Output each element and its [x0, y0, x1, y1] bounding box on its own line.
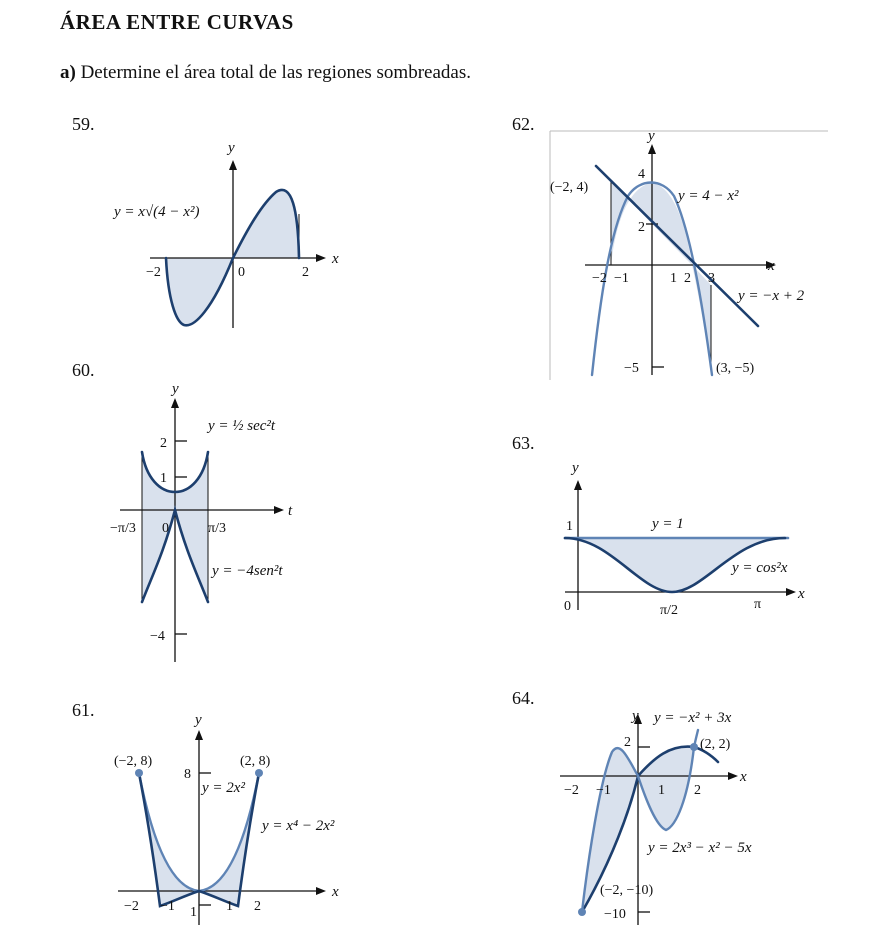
problem-59-number: 59.	[72, 114, 95, 134]
fig62-tick-1: 1	[670, 271, 677, 286]
fig64-x-arrow	[728, 772, 738, 780]
fig61-point-left-label: (−2, 8)	[114, 754, 153, 769]
fig59-tick-0: 0	[238, 265, 245, 280]
fig64-point-a	[690, 743, 698, 751]
fig64-tick-2x: 2	[694, 783, 701, 798]
fig61-tick-neg2: −2	[124, 899, 139, 914]
fig60-tick-0: 0	[162, 521, 169, 536]
problem-62-number: 62.	[512, 114, 535, 134]
fig63-tick-pi2: π/2	[660, 603, 678, 618]
fig60-eq-top: y = ½ sec²t	[208, 418, 276, 434]
fig59-y-label: y	[228, 140, 235, 156]
problem-63-number: 63.	[512, 433, 535, 453]
fig60-tick-neg4: −4	[150, 629, 165, 644]
fig61-point-right-label: (2, 8)	[240, 754, 271, 769]
fig60-t-label: t	[288, 503, 293, 519]
fig62-point-a-label: (−2, 4)	[550, 180, 589, 195]
fig63-eq-curve: y = cos²x	[732, 560, 788, 576]
fig59-equation: y = x√(4 − x²)	[114, 204, 200, 220]
fig62-eq-parabola: y = 4 − x²	[678, 188, 739, 204]
fig62-tick-3: 3	[708, 271, 715, 286]
fig63-x-label: x	[798, 586, 805, 602]
fig64-tick-neg1: −1	[596, 783, 611, 798]
fig61-x-label: x	[332, 884, 339, 900]
page-title: ÁREA ENTRE CURVAS	[60, 10, 294, 34]
fig62-eq-line: y = −x + 2	[738, 288, 805, 304]
fig62-tick-4: 4	[638, 167, 645, 182]
fig64-x-label: x	[740, 769, 747, 785]
fig63-eq-line: y = 1	[652, 516, 684, 532]
fig60-tick-2: 2	[160, 436, 167, 451]
fig64-tick-1: 1	[658, 783, 665, 798]
fig61-tick-neg1: −1	[160, 899, 175, 914]
fig62-tick-neg5: −5	[624, 361, 639, 376]
fig59-tick-neg2: −2	[146, 265, 161, 280]
fig64-point-b	[578, 908, 586, 916]
fig61-y-label: y	[195, 712, 202, 728]
problem-64-number: 64.	[512, 688, 535, 708]
fig60-y-label: y	[172, 381, 179, 397]
fig60-eq-bottom: y = −4sen²t	[212, 563, 283, 579]
problem-60-number: 60.	[72, 360, 95, 380]
fig64-tick-2: 2	[624, 735, 631, 750]
fig64-point-a-label: (2, 2)	[700, 737, 731, 752]
fig64-y-label: y	[632, 708, 639, 724]
fig64-eq-b: y = 2x³ − x² − 5x	[648, 840, 752, 856]
fig63-tick-1: 1	[566, 519, 573, 534]
fig63-tick-0: 0	[564, 599, 571, 614]
fig61-eq-a: y = 2x²	[202, 780, 245, 796]
fig63-y-label: y	[572, 460, 579, 476]
fig61-tick-1: 1	[226, 899, 233, 914]
fig64-eq-a: y = −x² + 3x	[654, 710, 732, 726]
fig62-point-b-label: (3, −5)	[716, 361, 755, 376]
instruction-label: a)	[60, 62, 76, 83]
fig64-region-right	[638, 747, 694, 830]
fig62-tick-neg2: −2	[592, 271, 607, 286]
fig60-tick-1: 1	[160, 471, 167, 486]
fig59-tick-2: 2	[302, 265, 309, 280]
problem-61-number: 61.	[72, 700, 95, 720]
fig59-x-label: x	[332, 251, 339, 267]
fig64-tick-neg2: −2	[564, 783, 579, 798]
fig60-tick-pi3: π/3	[208, 521, 226, 536]
fig61-tick-2: 2	[254, 899, 261, 914]
fig64-tick-neg10: −10	[604, 907, 626, 922]
fig62-tick-neg1: −1	[614, 271, 629, 286]
fig61-tick-8: 8	[184, 767, 191, 782]
fig62-y-label: y	[648, 128, 655, 144]
fig61-tick-y-neg1: 1	[190, 905, 197, 920]
fig62-tick-2: 2	[638, 220, 645, 235]
fig62-tick-2x: 2	[684, 271, 691, 286]
instruction-text: Determine el área total de las regiones sombreadas.	[75, 62, 471, 83]
fig60-tick-neg-pi3: −π/3	[110, 521, 136, 536]
fig63-tick-pi: π	[754, 597, 762, 612]
fig62-x-label: x	[768, 258, 775, 274]
fig64-point-b-label: (−2, −10)	[600, 883, 654, 898]
fig61-eq-b: y = x⁴ − 2x²	[262, 818, 335, 834]
